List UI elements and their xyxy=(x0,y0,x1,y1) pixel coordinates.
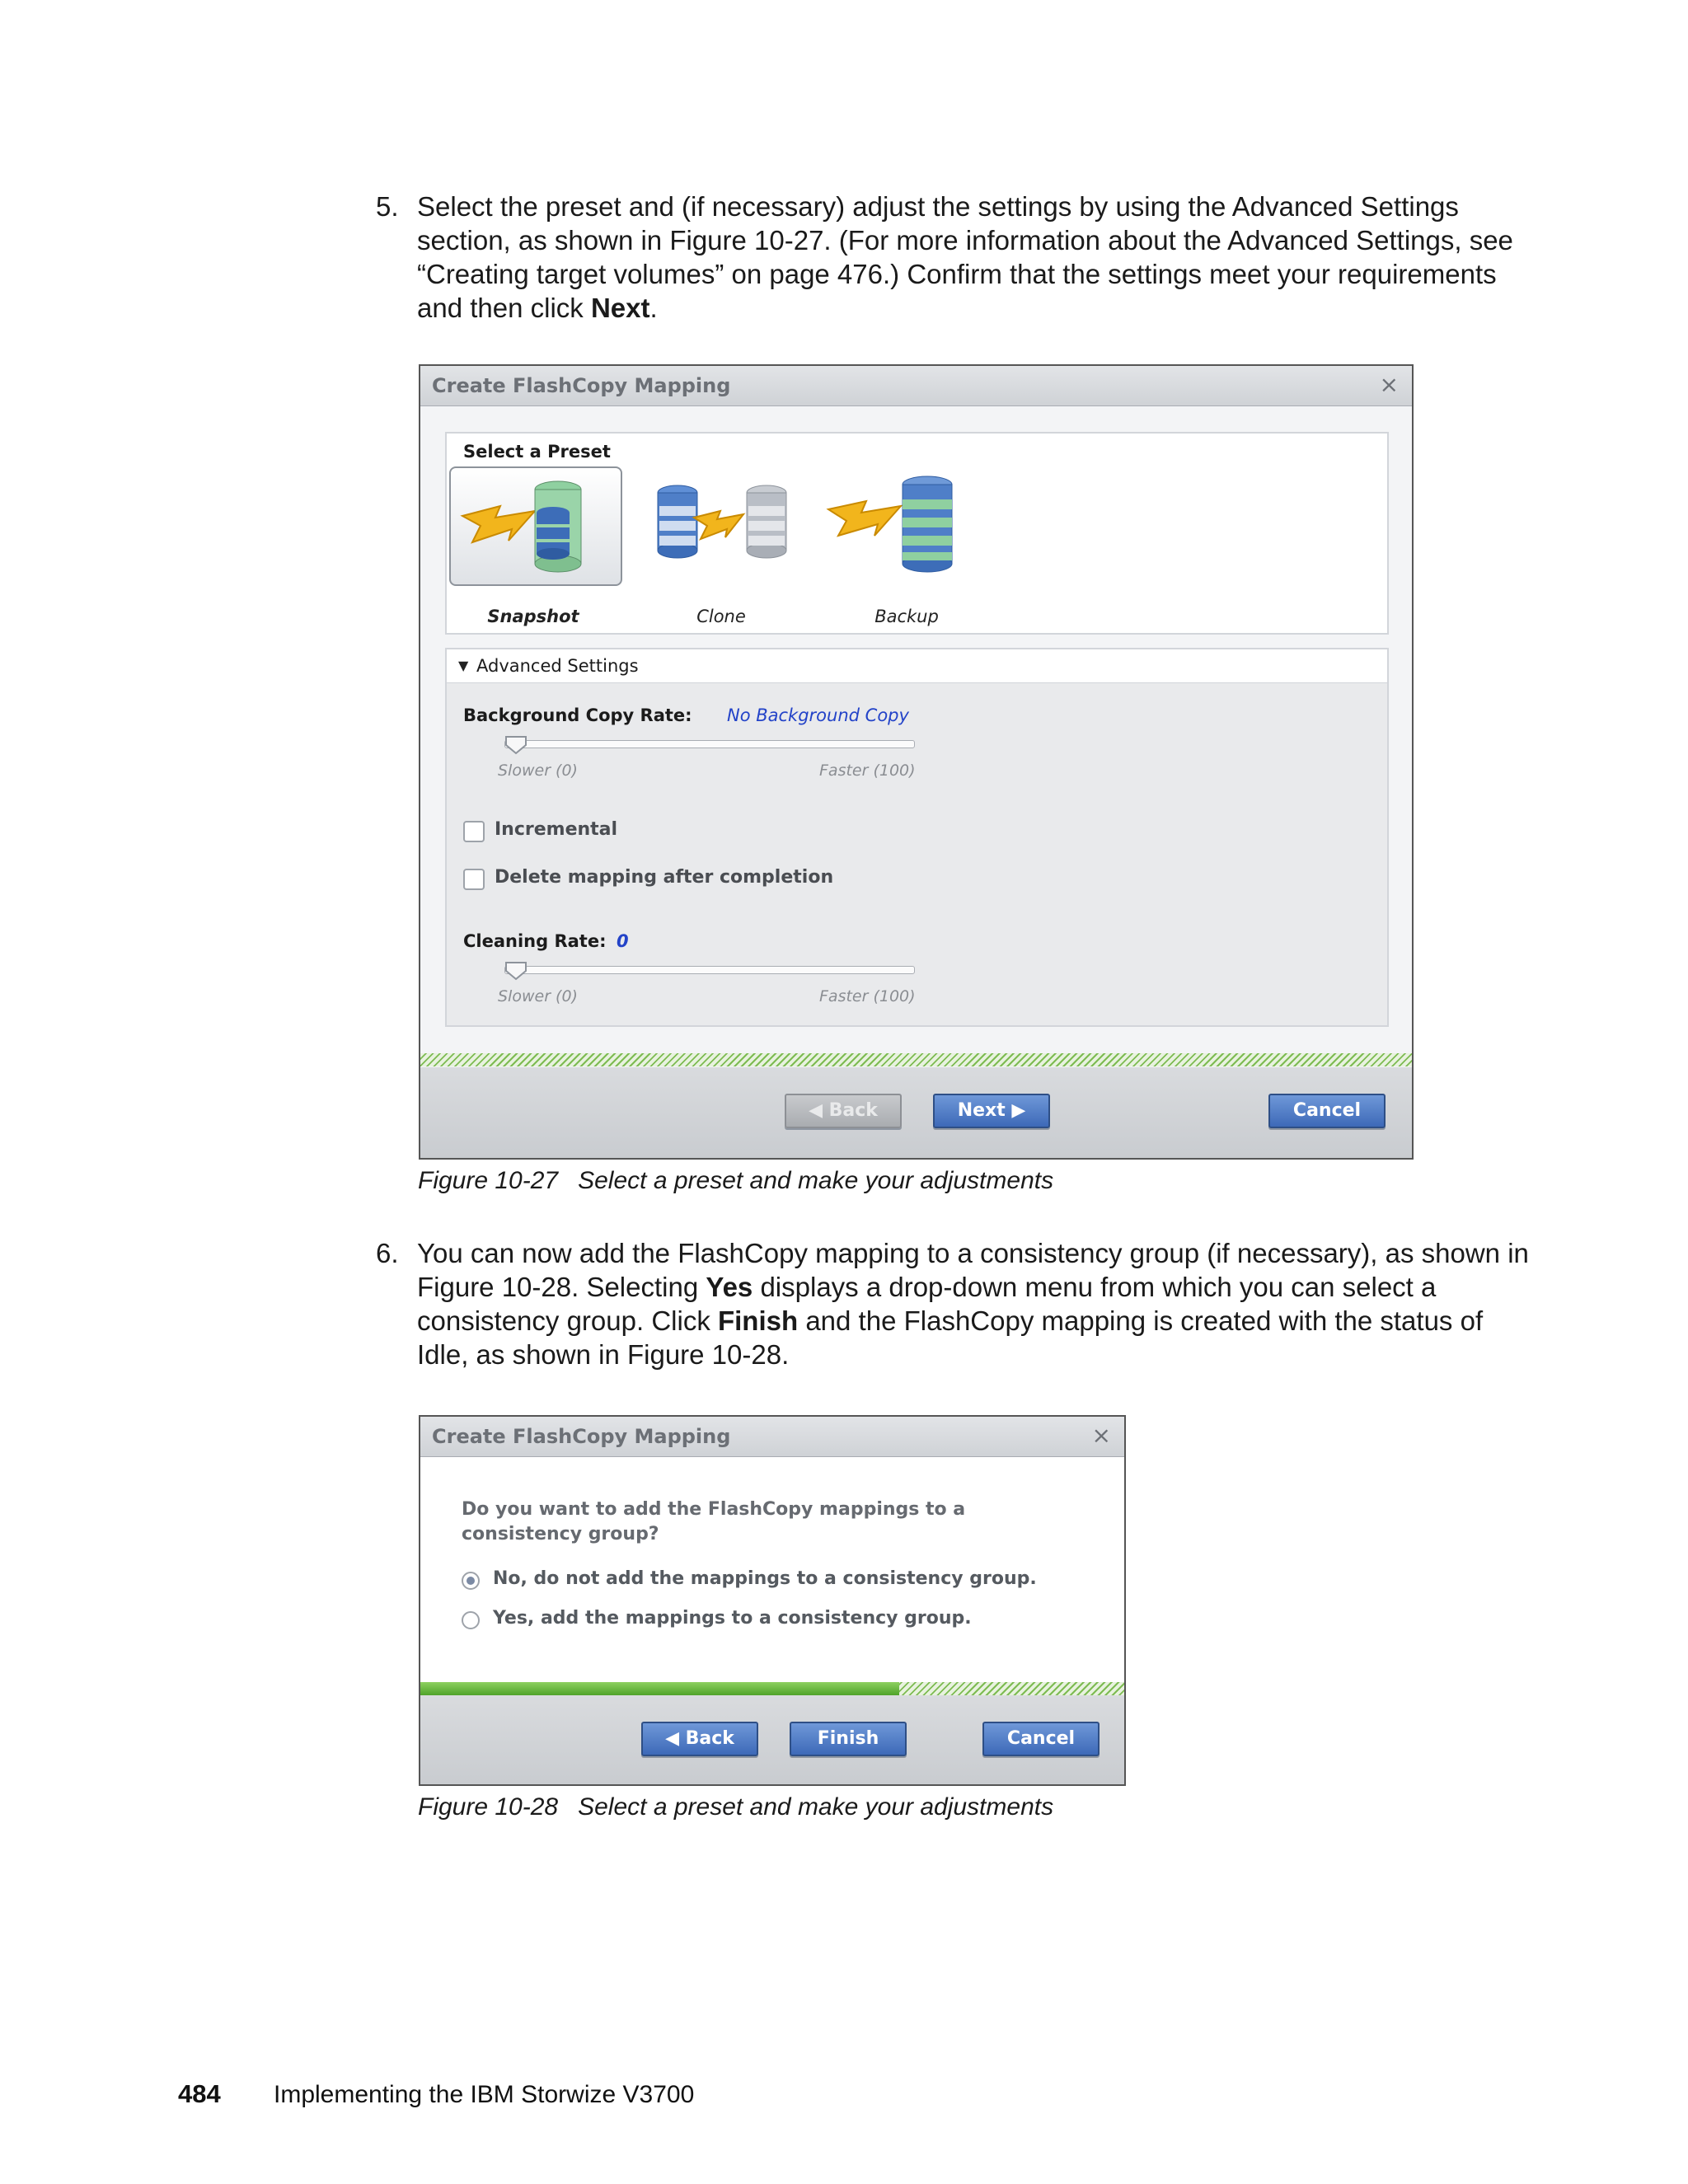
figure-caption-1 xyxy=(418,1167,1053,1195)
book-title: Implementing the IBM Storwize V3700 xyxy=(274,2081,695,2108)
cleaning-rate-value: 0 xyxy=(617,931,629,951)
dialog-title: Create FlashCopy Mapping xyxy=(432,1425,731,1448)
triangle-down-icon: ▼ xyxy=(458,658,469,673)
preset-clone[interactable] xyxy=(635,466,808,586)
background-copy-rate-slider-thumb[interactable] xyxy=(504,735,528,755)
create-flashcopy-dialog-presets xyxy=(419,364,1414,1160)
delete-mapping-label[interactable]: Delete mapping after completion xyxy=(495,867,834,888)
preset-heading: Select a Preset xyxy=(463,442,611,462)
delete-mapping-checkbox[interactable] xyxy=(463,869,485,890)
dialog-title-bar xyxy=(420,1417,1124,1457)
step-5-paragraph xyxy=(376,190,1538,325)
step-6-paragraph xyxy=(376,1236,1538,1371)
radio-yes-label[interactable]: Yes, add the mappings to a consistency group. xyxy=(493,1608,972,1629)
cleaning-rate-label: Cleaning Rate: xyxy=(463,931,607,951)
preset-clone-label[interactable]: Clone xyxy=(696,607,746,626)
background-slower-caption: Slower (0) xyxy=(498,762,578,780)
cleaning-slower-caption: Slower (0) xyxy=(498,987,578,1005)
finish-button[interactable]: Finish xyxy=(790,1722,907,1756)
step-text: Select the preset and (if necessary) adjust the settings by using the Advanced Settings section, as shown in Figure 10-27. (For more information about the Advanced Settings, see “Creating target volumes” on page 476.) Confirm that the settings meet your requirements and then click xyxy=(417,191,1513,323)
step-bold-yes: Yes xyxy=(706,1272,753,1302)
wizard-progress-fill xyxy=(420,1682,899,1695)
step-bold-finish: Finish xyxy=(717,1305,799,1336)
snapshot-icon xyxy=(451,468,621,583)
dialog-title-bar xyxy=(420,366,1412,406)
preset-snapshot[interactable] xyxy=(449,466,622,586)
advanced-settings-panel xyxy=(445,648,1389,1027)
next-button[interactable]: Next ▶ xyxy=(933,1094,1050,1128)
wizard-progress-stripe xyxy=(420,1053,1412,1066)
step-number: 5. xyxy=(376,191,399,222)
preset-panel xyxy=(445,432,1389,635)
step-text-end: . xyxy=(649,293,658,323)
figure-label: Figure 10-27 xyxy=(418,1167,559,1194)
advanced-settings-toggle[interactable] xyxy=(447,649,1387,683)
back-button[interactable]: ◀ Back xyxy=(641,1722,758,1756)
cleaning-rate-slider[interactable] xyxy=(504,966,915,974)
advanced-settings-heading: Advanced Settings xyxy=(476,656,639,676)
cancel-button[interactable]: Cancel xyxy=(982,1722,1100,1756)
incremental-checkbox[interactable] xyxy=(463,821,485,842)
back-button[interactable]: ◀ Back xyxy=(785,1094,902,1128)
step-text: You can now add the FlashCopy mapping to a consistency group (if necessary), as shown in Figure 10-28. Selecting xyxy=(417,1238,1529,1302)
incremental-label[interactable]: Incremental xyxy=(495,819,618,840)
preset-backup[interactable] xyxy=(820,466,993,586)
create-flashcopy-dialog-consistency xyxy=(419,1415,1126,1786)
step-text: and the FlashCopy mapping is created with the status of Idle, as shown in Figure 10-28. xyxy=(417,1305,1484,1370)
page-number: 484 xyxy=(178,2079,221,2108)
close-icon[interactable]: × xyxy=(1091,1422,1111,1449)
step-bold: Next xyxy=(590,293,650,323)
dialog-button-bar xyxy=(420,1695,1124,1784)
clone-icon xyxy=(635,466,804,582)
preset-backup-label[interactable]: Backup xyxy=(874,607,939,626)
cleaning-faster-caption: Faster (100) xyxy=(819,987,916,1005)
background-copy-rate-slider[interactable] xyxy=(504,740,915,748)
dialog-button-bar xyxy=(420,1067,1412,1158)
dialog-title: Create FlashCopy Mapping xyxy=(432,374,731,397)
cleaning-rate-slider-thumb[interactable] xyxy=(504,961,528,981)
background-copy-rate-label: Background Copy Rate: xyxy=(463,705,692,725)
background-copy-rate-value: No Background Copy xyxy=(727,705,909,725)
figure-text: Select a preset and make your adjustments xyxy=(578,1167,1054,1194)
background-faster-caption: Faster (100) xyxy=(819,762,916,780)
step-text: displays a drop-down menu from which you can select a consistency group. Click xyxy=(417,1272,1437,1336)
figure-label: Figure 10-28 xyxy=(418,1793,559,1821)
radio-yes-consistency-group[interactable] xyxy=(462,1611,480,1629)
close-icon[interactable]: × xyxy=(1379,371,1399,398)
step-number: 6. xyxy=(376,1238,399,1268)
preset-snapshot-label[interactable]: Snapshot xyxy=(487,607,579,626)
radio-no-label[interactable]: No, do not add the mappings to a consistency group. xyxy=(493,1568,1037,1589)
figure-text: Select a preset and make your adjustments xyxy=(578,1793,1054,1821)
radio-no-consistency-group[interactable] xyxy=(462,1572,480,1590)
figure-caption-2 xyxy=(418,1793,1053,1821)
consistency-question: Do you want to add the FlashCopy mappings to a consistency group? xyxy=(462,1499,966,1544)
cancel-button[interactable]: Cancel xyxy=(1268,1094,1386,1128)
backup-icon xyxy=(820,466,990,582)
